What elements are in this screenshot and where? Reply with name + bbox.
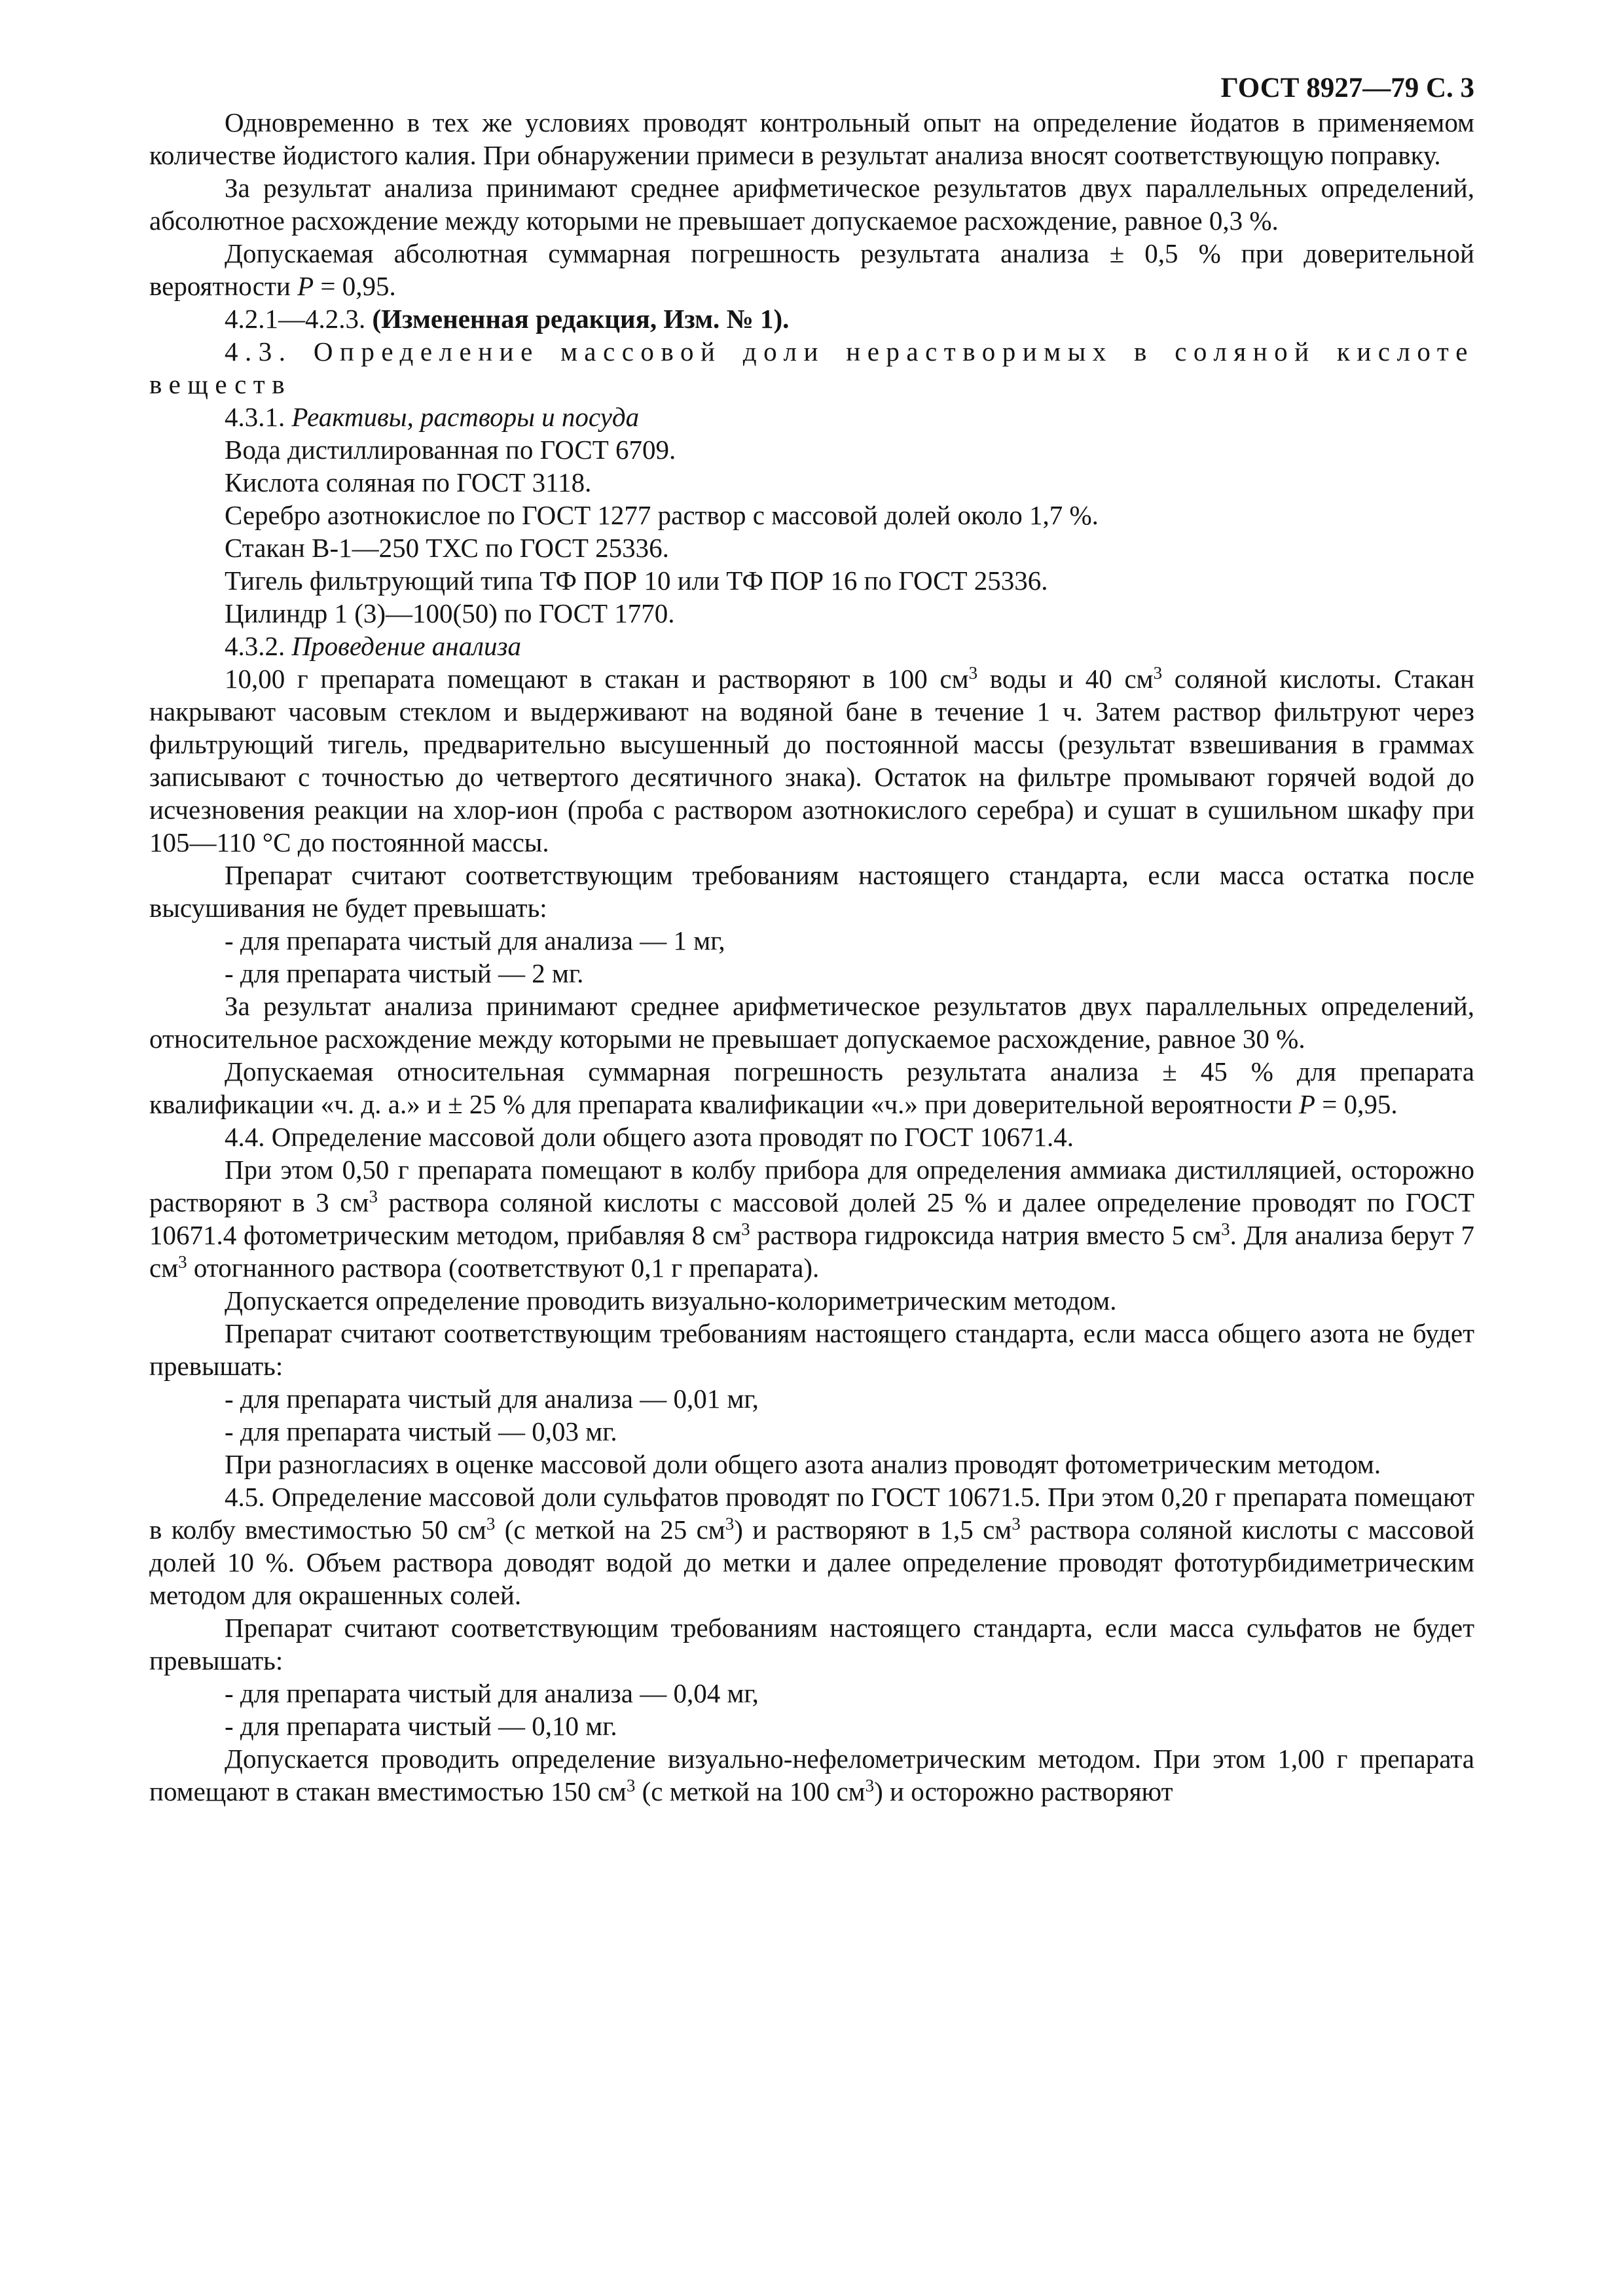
text-segment: = 0,95. (1315, 1089, 1398, 1119)
document-page (149, 71, 1474, 2270)
text-segment: раствора гидроксида натрия вместо 5 см (750, 1220, 1222, 1250)
reagent-item: Серебро азотнокислое по ГОСТ 1277 раствор с массовой долей около 1,7 %. (225, 500, 1099, 530)
paragraph-procedure (149, 662, 1474, 859)
reagent-item: Тигель фильтрующий типа ТФ ПОР 10 или ТФ ПОР 16 по ГОСТ 25336. (225, 565, 1048, 596)
paragraph-error-absolute (149, 237, 1474, 302)
clause-number: 4.3.2. (225, 631, 292, 661)
list-item: - для препарата чистый для анализа — 0,04 мг, (225, 1678, 759, 1708)
superscript: 3 (865, 1776, 875, 1795)
text-segment: . Для анализа берут 7 см (149, 1220, 1474, 1283)
list-item: - для препарата чистый для анализа — 0,01 мг, (225, 1384, 759, 1414)
paragraph-result-average: За результат анализа принимают среднее арифметическое результатов двух параллельных определений, абсолютное расхождение между которыми не превышает допускаемое расхождение, равное 0,3 %. (149, 173, 1474, 236)
text-segment: раствора соляной кислоты с массовой долей 25 % и далее определение проводят по ГОСТ 10671.4 фотометрическим методом, прибавляя 8 см (149, 1187, 1474, 1250)
text-segment: 10,00 г препарата помещают в стакан и растворяют в 100 см (225, 664, 969, 694)
superscript: 3 (741, 1219, 750, 1239)
paragraph-requirement: Препарат считают соответствующим требованиям настоящего стандарта, если масса остатка после высушивания не будет превышать: (149, 860, 1474, 923)
paragraph-nitrogen-procedure (149, 1153, 1474, 1284)
paragraph-section-4-5 (149, 1480, 1474, 1611)
list-item: - для препарата чистый — 2 мг. (225, 958, 584, 988)
reagent-item: Кислота соляная по ГОСТ 3118. (225, 467, 592, 497)
subsection-heading-4-3-1 (149, 401, 1474, 433)
amendment-note: (Измененная редакция, Изм. № 1). (372, 304, 790, 334)
paragraph-dispute: При разногласиях в оценке массовой доли общего азота анализ проводят фотометрическим методом. (225, 1449, 1381, 1479)
text-segment: (с меткой на 100 см (635, 1776, 866, 1806)
page-header: ГОСТ 8927—79 С. 3 (1220, 73, 1474, 103)
clause-number: 4.2.1—4.2.3. (225, 304, 373, 334)
reagent-item: Стакан В-1—250 ТХС по ГОСТ 25336. (225, 533, 669, 563)
subsection-title: Реактивы, растворы и посуда (291, 402, 640, 432)
paragraph-section-4-4: 4.4. Определение массовой доли общего азота проводят по ГОСТ 10671.4. (225, 1122, 1074, 1152)
superscript: 3 (178, 1252, 187, 1272)
list-item: - для препарата чистый — 0,10 мг. (225, 1711, 617, 1741)
paragraph-amendment (149, 302, 1474, 335)
superscript: 3 (369, 1187, 378, 1206)
list-item: - для препарата чистый — 0,03 мг. (225, 1416, 617, 1446)
list-item: - для препарата чистый для анализа — 1 мг, (225, 925, 725, 956)
text-segment: Допускаемая относительная суммарная погрешность результата анализа ± 45 % для препарата квалификации «ч. д. а.» и ± 25 % для препарата квалификации «ч.» при доверительной вероятности (149, 1056, 1474, 1119)
text-segment: 4.5. Определение массовой доли сульфатов проводят по ГОСТ 10671.5. При этом 0,20 г препарата помещают в колбу вместимостью 50 см (149, 1482, 1474, 1545)
superscript: 3 (1153, 663, 1163, 683)
superscript: 3 (1221, 1219, 1230, 1239)
subsection-heading-4-3-2 (149, 630, 1474, 662)
superscript: 3 (1012, 1514, 1021, 1534)
text-segment: Допускаемая абсолютная суммарная погрешность результата анализа ± 0,5 % при доверительной вероятности (149, 238, 1474, 301)
paragraph-requirement: Препарат считают соответствующим требованиям настоящего стандарта, если масса общего азота не будет превышать: (149, 1318, 1474, 1381)
superscript: 3 (968, 663, 978, 683)
superscript: 3 (486, 1514, 496, 1534)
paragraph-control-test: Одновременно в тех же условиях проводят контрольный опыт на определение йодатов в применяемом количестве йодистого калия. При обнаружении примеси в результат анализа вносят соответствующую поправку. (149, 107, 1474, 170)
superscript: 3 (725, 1514, 735, 1534)
text-segment: ) и осторожно растворяют (874, 1776, 1173, 1806)
paragraph-visual-method: Допускается определение проводить визуально-колориметрическим методом. (225, 1285, 1117, 1316)
text-segment: отогнанного раствора (соответствуют 0,1 г препарата). (187, 1253, 820, 1283)
text-segment: = 0,95. (314, 271, 396, 301)
paragraph-error-relative (149, 1055, 1474, 1121)
symbol-p: P (297, 271, 314, 301)
reagent-item: Вода дистиллированная по ГОСТ 6709. (225, 435, 676, 465)
subsection-title: Проведение анализа (291, 631, 522, 661)
section-heading-4-3: 4.3. Определение массовой доли нерастворимых в соляной кислоте веществ (149, 336, 1474, 399)
clause-number: 4.3.1. (225, 402, 292, 432)
paragraph-result-relative: За результат анализа принимают среднее арифметическое результатов двух параллельных определений, относительное расхождение между которыми не превышает допускаемое расхождение, равное 30 %. (149, 991, 1474, 1054)
text-segment: раствора соляной кислоты с массовой долей 10 %. Объем раствора доводят водой до метки и далее определение проводят фототурбидиметрическим методом для окрашенных солей. (149, 1515, 1474, 1610)
text-segment: Допускается проводить определение визуально-нефелометрическим методом. При этом 1,00 г препарата помещают в стакан вместимостью 150 см (149, 1744, 1474, 1806)
text-segment: При этом 0,50 г препарата помещают в колбу прибора для определения аммиака дистилляцией, осторожно растворяют в 3 см (149, 1155, 1474, 1217)
text-segment: воды и 40 см (977, 664, 1154, 694)
paragraph-requirement: Препарат считают соответствующим требованиям настоящего стандарта, если масса сульфатов не будет превышать: (149, 1613, 1474, 1676)
text-segment: ) и растворяют в 1,5 см (734, 1515, 1012, 1545)
text-segment: (с меткой на 25 см (495, 1515, 725, 1545)
superscript: 3 (626, 1776, 636, 1795)
text-segment: соляной кислоты. Стакан накрывают часовым стеклом и выдерживают на водяной бане в течение 1 ч. Затем раствор фильтруют через фильтрующий тигель, предварительно высушенный до постоянной массы (результат взвешивания в граммах записывают с точностью до четвертого десятичного знака). Остаток на фильтре промывают горячей водой до исчезновения реакции на хлор-ион (проба с раствором азотнокислого серебра) и сушат в сушильном шкафу при 105—110 °С до постоянной массы. (149, 664, 1474, 857)
symbol-p: P (1298, 1089, 1315, 1119)
reagent-item: Цилиндр 1 (3)—100(50) по ГОСТ 1770. (225, 598, 675, 628)
paragraph-nephelometric (149, 1742, 1474, 1808)
